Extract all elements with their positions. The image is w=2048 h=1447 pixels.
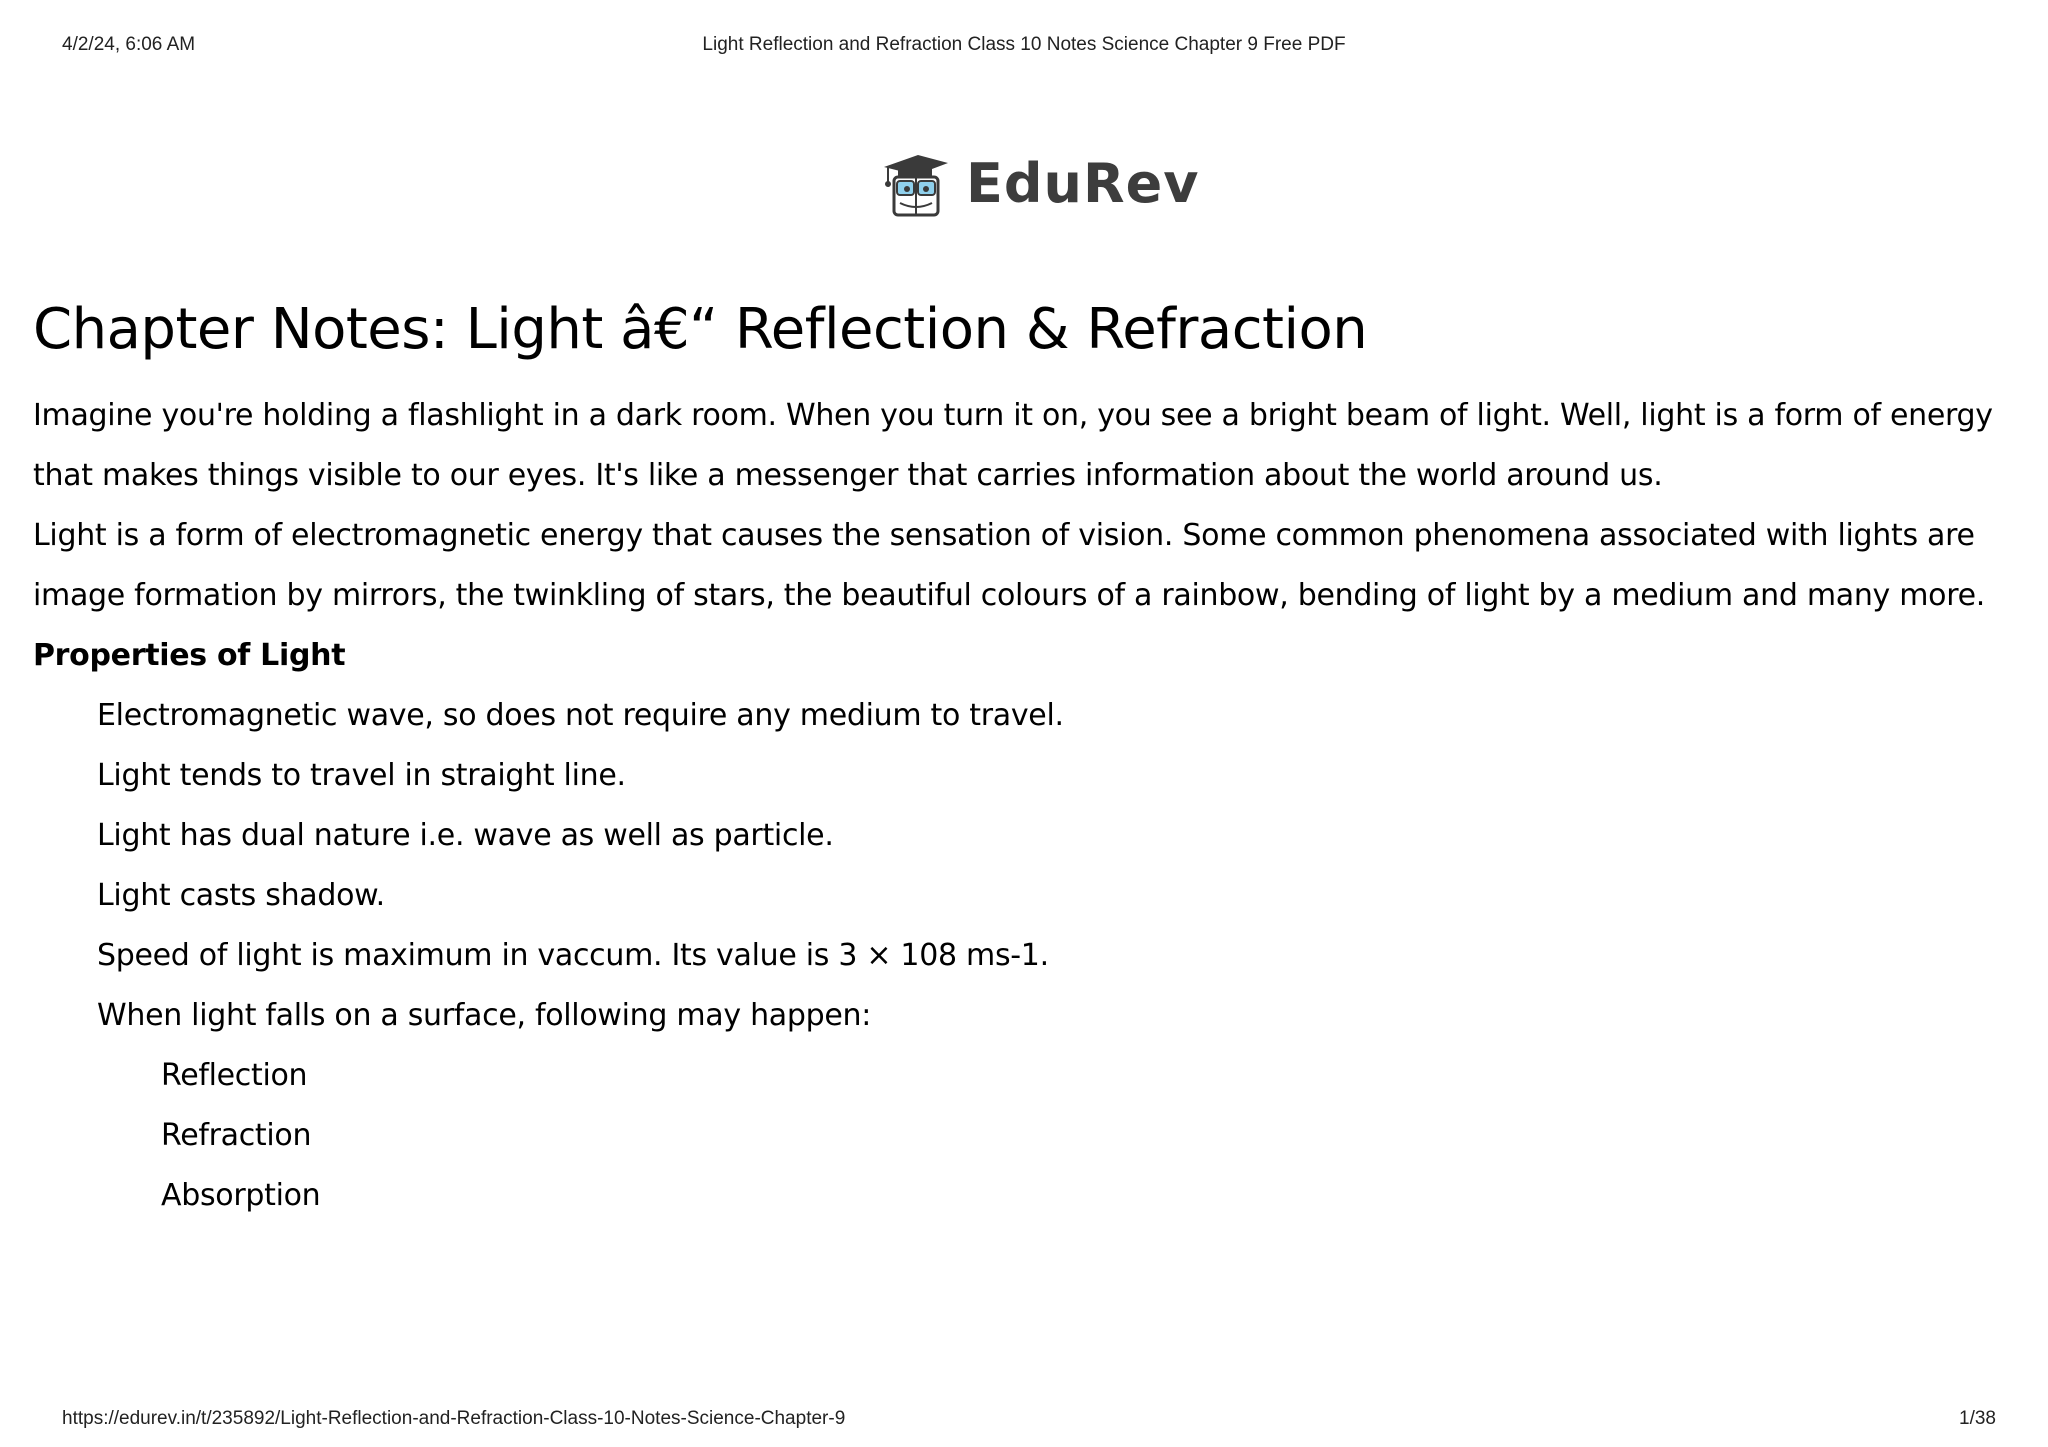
surface-effects-list [33,1046,2023,1226]
edurev-logo [880,148,1199,218]
article-content [33,290,2023,1226]
list-item: When light falls on a surface, following may happen: [97,998,872,1033]
list-item: Reflection [161,1058,308,1093]
section-heading-properties: Properties of Light [33,638,346,673]
page-url: https://edurev.in/t/235892/Light-Reflection-and-Refraction-Class-10-Notes-Science-Chapter-9 [62,1408,846,1429]
print-page-title: Light Reflection and Refraction Class 10 Notes Science Chapter 9 Free PDF [702,34,1346,55]
list-item: Speed of light is maximum in vaccum. Its value is 3 × 108 ms-1. [97,938,1049,973]
list-item: Absorption [161,1178,321,1213]
properties-list [33,686,2023,1046]
intro-paragraph-2: Light is a form of electromagnetic energy that causes the sensation of vision. Some common phenomena associated with lights are image formation by mirrors, the twinkling of stars, the beautiful colours of a rainbow, bending of light by a medium and many more. [33,518,1985,613]
logo-text: EduRev [966,151,1200,215]
list-item: Light has dual nature i.e. wave as well as particle. [97,818,834,853]
print-header [0,34,2048,62]
intro-paragraph-1: Imagine you're holding a flashlight in a dark room. When you turn it on, you see a bright beam of light. Well, light is a form of energy that makes things visible to our eyes. It's like a messenger that carries information about the world around us. [33,398,1993,493]
list-item: Light tends to travel in straight line. [97,758,626,793]
graduation-cap-book-mascot-icon [880,149,950,217]
print-date: 4/2/24, 6:06 AM [62,34,196,55]
list-item: Refraction [161,1118,312,1153]
page-number: 1/38 [1959,1408,1996,1429]
article-title: Chapter Notes: Light â€“ Reflection & Refraction [33,297,1368,362]
list-item: Electromagnetic wave, so does not require any medium to travel. [97,698,1064,733]
list-item: Light casts shadow. [97,878,385,913]
